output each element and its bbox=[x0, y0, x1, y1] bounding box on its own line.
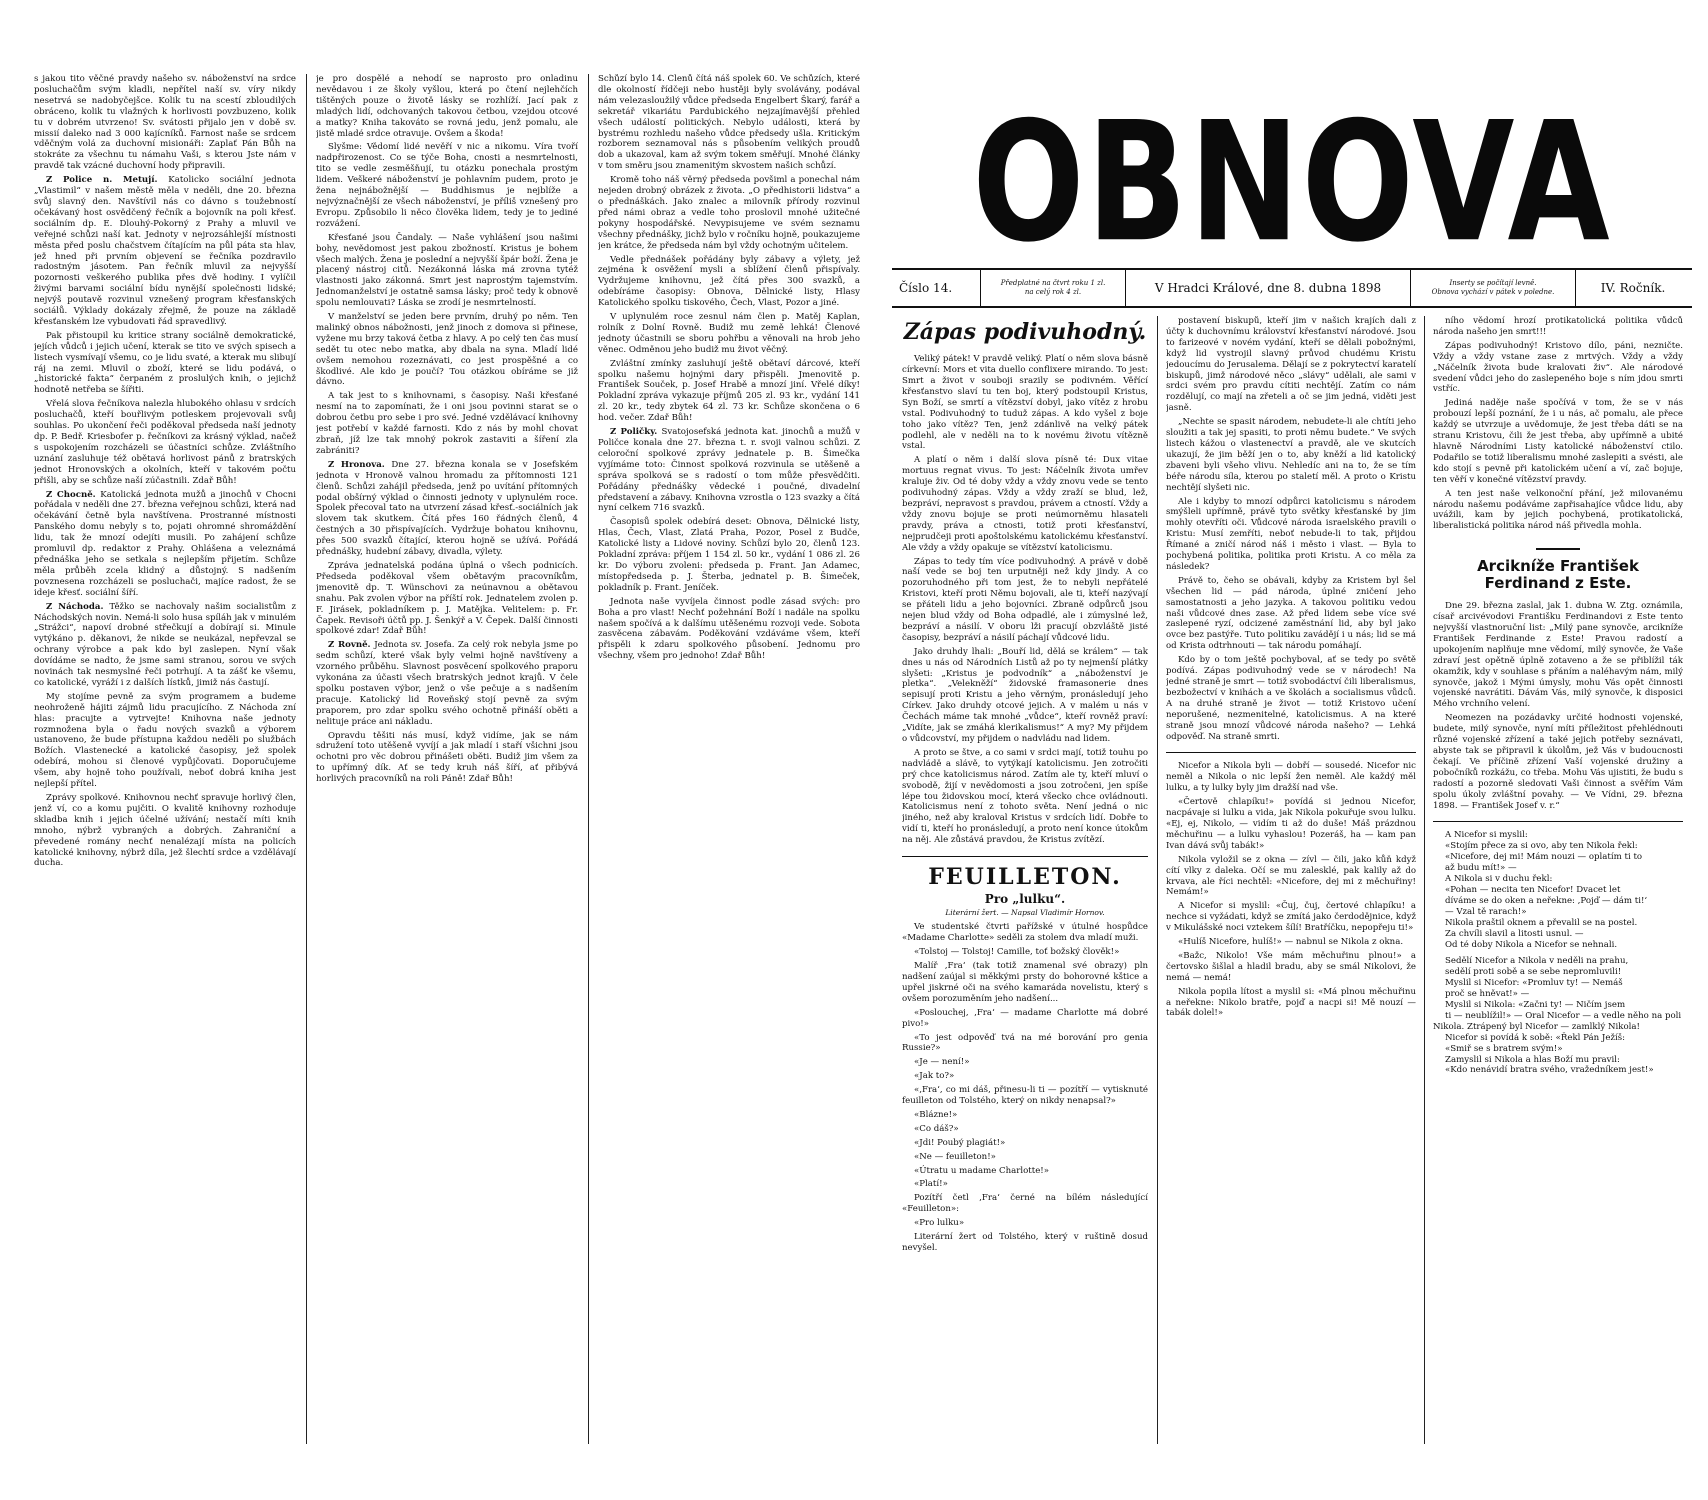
zapas-text-col1 bbox=[902, 354, 1148, 846]
paragraph-text: Vřelá slova řečníkova nalezla hlubokého ohlasu v srdcích posluchačů, kteří bouřlivým potleskem projevovali svůj souhlas. Po ukončení řeči poděkoval předseda naší jednoty dp. P. Bedř. Kriesbofer p. řečníkovi za krásný výklad, načež s uspokojením rozcházeli se účastníci schůze. Zvláštního uznání zasluhuje též obětavá horlivost pánů z bratrských jednot Hronovských a okolních, kteří v takovém počtu přišli, aby se schůze naší zúčastnili. Zdař Bůh! bbox=[34, 399, 296, 486]
article-paragraph: «Bažc, Nikolo! Vše mám měchuřinu plnou!» a čertovsko šišlal a hladil bradu, aby se smál Nikolovi, že nemá — nemá! bbox=[1166, 950, 1416, 983]
article-paragraph: Veliký pátek! V pravdě veliký. Platí o něm slova básně církevní: Mors et vita duello conflixere mirando. To jest: Smrt a život v souboji srazily se podivném. Věřící křesťanstvo slaví tu ten boj, který podstoupil Kristus, Syn Boží, se smrtí a vítězství dobyl, jako vítěz z hrobu vstal. Podivuhodný to tuduž zápas. A kdo vyšel z boje toho jako vítěz? Ten, jenž zdánlivě na velký pátek podlehl, ale v neděli na to k novému životu vítězně vstal. bbox=[902, 354, 1148, 452]
paragraph-text: Pak přistoupil ku kritice strany sociálně demokratické, jejích vůdců i jejich učení, kterak se tito ve svých spisech a listech vysmívají všemu, co je lidu svaté, a kterak mu slibují ráj na zemi. Mluvil o zboží, které se lidu podává, o „historické fakta“ čerpaném z proslulých knih, o jejichž hodnotě netřeba se šířiti. bbox=[34, 330, 296, 396]
article-paragraph: «Ne — feuilleton!» bbox=[914, 1151, 996, 1162]
article-paragraph: «Jak to?» bbox=[914, 1071, 955, 1082]
section-heading: Z Rovně. bbox=[328, 640, 375, 651]
zapas-text-col3 bbox=[1433, 316, 1683, 532]
article-paragraph: Nicefor a Nikola byli — dobří — sousedé. Nicefor nic neměl a Nikola o nic lepší žen neměl. Ale každý měl lulku, a ty lulky byly jim dražší nad vše. bbox=[1166, 761, 1416, 794]
verse-line: «Smiř se s bratrem svým!» bbox=[1445, 1043, 1563, 1054]
left-column-1 bbox=[34, 74, 296, 1444]
article-paragraph: Nikola vyložil se z okna — zívl — čili, jako kůň když cítí vlky z daleka. Očí se mu zalesklé, pak kalily až do krvava, ale říci nechtěl: «Nicefore, dej mi z měchuřiny! Nemám!» bbox=[1166, 854, 1416, 898]
paragraph-text: Kromě toho náš věrný předseda povšiml a ponechal nám nejeden drobný obrázek z života. „O předhistorii lidstva“ a o přednáškách. Jako znalec a milovník přírody rozvinul před námi obraz a vedle toho proslovil mnohé užitečné pokyny hospodářské. Nevypisujeme ve svém seznamu všechny přednášky, jichž bylo v ročníku hojně, poukazujeme jen krátce, že předseda nám byl vždy ochotným učitelem. bbox=[598, 175, 860, 251]
issue-number: Číslo 14. bbox=[899, 281, 953, 295]
article-paragraph: ního vědomí hrozí protikatolická politika vůdců národa našeho jen smrt!!! bbox=[1433, 316, 1683, 337]
article-column-3 bbox=[1433, 316, 1683, 1446]
article-paragraph: «Jdi! Poubý plagiát!» bbox=[914, 1137, 1006, 1148]
article-paragraph bbox=[34, 74, 296, 172]
article-paragraph bbox=[34, 602, 296, 689]
paragraph-text: Vedle přednášek pořádány byly zábavy a výlety, jež zejména k osvěžení mysli a sblížení členů přispívaly. Vydržujeme knihovnu, jež čítá přes 300 svazků, a odebíráme časopisy: Obnova, Dělnické listy, Hlasy Katolického spolku tiskového, Čech, Vlast, Pozor a jiné. bbox=[598, 254, 860, 309]
article-paragraph: Ve studentské čtvrti pařížské v útulné hospůdce «Madame Charlotte» seděli za stolem dva mladí muži. bbox=[902, 922, 1148, 944]
section-heading: Z Poličky. bbox=[610, 427, 662, 438]
column-divider bbox=[588, 74, 589, 1444]
section-rule bbox=[1536, 548, 1580, 550]
paragraph-text: Časopisů spolek odebírá deset: Obnova, Dělnické listy, Hlas, Čech, Vlast, Zlatá Praha, Pozor, Posel z Budče, Katolické listy a Lidové noviny. Schůzí bylo 20, členů 123. Pokladní zpráva: příjem 1 154 zl. 50 kr., vydání 1 086 zl. 26 kr. Do výboru zvoleni: předseda p. Frant. Jan Adamec, místopředseda p. J. Šterba, jednatel p. B. Šimeček, pokladník p. Frant. Jeníček. bbox=[598, 517, 860, 593]
article-paragraph: Literární žert od Tolstého, který v ruštině dosud nevyšel. bbox=[902, 1232, 1148, 1253]
paragraph-text: Těžko se nachovaly našim socialistům z Náchodských novin. Nemá-li solo husa spíláh jak v minulém „Strážci“, napoví drobné střečkují a dobírají si. Minule vytýkáno p. děkanovi, že nikde se neukázal, nepřevzal se ochrany výrobce a pak kdo byl zaslepen. Nyní však dovídáme se nadto, že jsme sami stranou, sorou ve svých novinách tak nesmyslné řeči potrhují. A ta zášť ke všemu, co katolické, vyráží i z dalších lístků, jimiž nás častují. bbox=[34, 601, 296, 688]
article-paragraph bbox=[598, 312, 860, 356]
article-paragraph bbox=[598, 597, 860, 662]
article-paragraph bbox=[598, 255, 860, 310]
verse-line: až budu mít!» — bbox=[1445, 863, 1517, 874]
article-paragraph: A proto se štve, a co sami v srdci mají, totiž touhu po nadvládě a slávě, to vytýkají katolicismu. Jen zotročiti prý chce katolicismus národ. Zatím ale ty, kteří mluví o svobodě, žijí v nevědomosti a jsou zotročeni, jen spíše lépe tou židovskou mocí, která všecko chce ovládnouti. Katolicismus není z tohoto světa. Není jedná o nic jiného, než aby kraloval Kristus v srdcích lidí. Dobře to vidí ti, kteří ho pronásledují, a proto není konce útokům na něj. Ale zůstává pravdou, že Kristus zvítězí. bbox=[902, 747, 1148, 846]
article-paragraph bbox=[316, 460, 578, 558]
paragraph-text: Katolická jednota mužů a jinochů v Chocni pořádala v neděli dne 27. března veřejnou schůzi, která nad očekávání četně byla navštívena. Prostranné místnosti Panského domu nebyly s to, pojati ohromné shromáždění lidu, tak že mnozí odejíti musili. Po zahájení schůze promluvil dp. redaktor z Prahy. Ohlášena a veleznámá přednáška jeho se setkala s nejlepším přijetím. Schůze měla průběh zcela klidný a důstojný. S nadšením povznesena rozcházeli se posluchači, majíce radost, že se ideje křesť. sociální šíří. bbox=[34, 489, 296, 598]
article-paragraph: «Tolstoj — Tolstoj! Camille, toť božský člověk!» bbox=[914, 947, 1120, 958]
paragraph-text: je pro dospělé a nehodí se naprosto pro onladinu nevědavou i ze školy vyšlou, která po čtení nejlehčích tištěných pouze o životě lásky se rozhlíží. Jací pak z mladých lidí, odchovaných takovou četbou, vzejdou otcové a matky? Kniha takováto se rovná jedu, jenž pomalu, ale jistě mladé srdce otravuje. Ovšem a škoda! bbox=[316, 74, 578, 139]
article-paragraph: Jediná naděje naše spočívá v tom, že se v nás probouzí lepší poznání, že i u nás, ač pomalu, ale přece každý se utvrzuje a uvědomuje, že jest třeba dáti se na stranu Kristovu, čili že jest třeba, aby upřímně a ubité hlavně Národními Listy katolické náboženství ctilo. Podařilo se totiž liberalismu mnohé zaslepiti a svésti, ale kdo stojí s pevně při katolickém učení a ví, zač bojuje, ten věří v konečné vítězství pravdy. bbox=[1433, 398, 1683, 485]
section-rule bbox=[1433, 821, 1683, 822]
article-paragraph: «Platí!» bbox=[914, 1179, 948, 1190]
newspaper-title: OBNOVA bbox=[972, 86, 1612, 280]
paragraph-text: My stojíme pevně za svým programem a budeme neohroženě hájiti zájmů lidu pracujícího. Z Náchoda zní hlas: pracujte a vytrvejte! Knihovna naše jednoty rozmnožena byla o řadu nových svazků a výborem ustanoveno, že bude přístupna každou neděli po službách Božích. Vlastenecké a katolické časopisy, jež spolek odebírá, mohou si členové vypůjčovati. Doporučujeme všem, aby hojně toho používali, neboť dobrá kniha jest nejlepší přítel. bbox=[34, 691, 296, 790]
zapas-text-col2 bbox=[1166, 316, 1416, 742]
volume-number: IV. Ročník. bbox=[1575, 270, 1690, 306]
paragraph-text: Křesťané jsou Čandaly. — Naše vyhlášení jsou našimi bohy, nevědomost jest pakou zbožností. Kristus je bohem všech malých. Žena je poslední a nejvyšší špár boží. Žena je placený nástroj citů. Nezákonná láska má zrovna tytéž vlastnosti jako zákonná. Smrt jest naprostým tajemstvím. Jednomanželství je ostatně samsa lásky; proč tedy k obnově spolu nemlouvati? Láska se zrodí je nesmrtelností. bbox=[316, 232, 578, 309]
article-paragraph bbox=[598, 359, 860, 424]
paragraph-text: V manželství se jeden bere prvním, druhý po něm. Ten malinký obnos nábožnosti, jenž jinoch z domova si přinese, vyžene mu brzy taková četba z hlavy. A po celý ten čas musí sedět tu otec nebo matka, aby dbala na syna. Mladí lidé ovšem nemohou rozeznávati, co jest prospěšné a co škodlivé. Ale kdo je poučí? Tou otázkou obíráme se již dávno. bbox=[316, 312, 578, 388]
verse-line: Nicefor si povídá k sobě: «Řekl Pán Ježíš: bbox=[1445, 1032, 1626, 1043]
section-heading: Z Náchoda. bbox=[46, 601, 110, 612]
paragraph-text: Zprávy spolkové. Knihovnou nechť spravuje horlivý člen, jenž ví, co a komu pujčiti. O kvalitě knihovny rozhoduje skladba knih i jejich účelné užívání; nestačí míti knih mnoho, nýbrž vybraných a dobrých. Zahraniční a převedené romány nechť nenalézají místa na policích katolické knihovny, nýbrž díla, jež šlechtí srdce a vzdělávají ducha. bbox=[34, 793, 296, 869]
inserts-info: Inserty se počítají levně. Obnova vychází v pátek v poledne. bbox=[1410, 270, 1575, 306]
paragraph-text: Opravdu těšiti nás musí, když vidíme, jak se nám sdružení toto utěšeně vyvíjí a jak mladí i staří všichni jsou ochotni pro věc dobrou přinášeti oběti. Budiž jim všem za to upřímný dík. Ať se tedy kruh náš šíří, ať přibývá horlivých pracovníků na roli Páně! Zdař Bůh! bbox=[316, 730, 578, 785]
article-paragraph: „Nechte se spasit národem, nebudete-li ale chtíti jeho sloužiti a tak jej spasiti, to proti němu budete.“ Ve svých listech kážou o vlastenectví a pravdě, ale ve skutcích ukazují, že jim běží jen o to, aby kněží a lid katolický zbaveni byli všeho vlivu. Nehledíc ani na to, že se tím béře národu síla, kterou po staletí měl. A proto o Kristu nechtějí slyšeti nic. bbox=[1166, 417, 1416, 493]
verse-line: proč se hněvat!» — bbox=[1445, 989, 1530, 1000]
verse-line: «Pohan — necita ten Nicefor! Dvacet let bbox=[1445, 884, 1621, 895]
article-paragraph: Nikola popila lítost a myslil si: «Má plnou měchuřinu a neřekne: Nikolo bratře, pojď a nacpi si! Mě nouzí — tabák dolel!» bbox=[1166, 986, 1416, 1019]
article-paragraph: Malíř ‚Fra‘ (tak totiž znamenal své obrazy) pln nadšení zaújal si měkkými prsty do bohorovné kšticе a upřel jiskrné oči na svého kamaráda novelistu, který s ovšem porozuměním jeho nadšení... bbox=[902, 961, 1148, 1004]
verse-line: A Nikola si v duchu řekl: bbox=[1445, 874, 1553, 885]
paragraph-text: Katolicko sociální jednota „Vlastimil“ v našem městě měla v neděli, dne 20. března svůj slavný den. Navštívil nás co dávno s toužebností očekávaný host osvědčený řečník a bojovník na poli křesť. sociálním dp. E. Dlouhý-Pokorný z Prahy a mluvil ve veřejné schůzi naší kat. Jednoty v nejrozsáhlejší místnosti města před poslu chačstvem čítajícím na půl páta sta hlav, jež hned při prvním objevení se řečníka pozdravilo radostným jásotem. Pan řečník mluvil za nejvyšší pozornosti veškerého publika přes dvě hodiny. I vylíčil živými barvami sociální bídu nynější společnosti lidské; nejvýš poutavě rozvinul vznešený program křesťanských sociálů. Výklady dokázaly zřejmě, že pouze na základě křesťanském lze vybudovati řád spravedlivý. bbox=[34, 175, 296, 327]
right-page bbox=[892, 60, 1692, 1460]
article-paragraph: A Nicefor si myslil: «Čuj, čuj, čertové chlapíku! a nechce si vyžádati, když se zmítá jako čerdodějnice, když v Mikulášské noci vztekem šílí! Bratříčku, nepopřeju ti!» bbox=[1166, 901, 1416, 934]
article-heading-arcivevoda: Arciknížе František Ferdinand z Este. bbox=[1477, 557, 1639, 592]
verse-line: Myslil si Nicefor: «Promluv ty! — Nemáš bbox=[1445, 978, 1623, 989]
section-heading: Z Chocně. bbox=[46, 489, 101, 500]
article-paragraph bbox=[34, 399, 296, 486]
article-heading-zapas: Zápas podivuhodný. bbox=[903, 319, 1147, 345]
verse-line: Nikola praštil oknem a převalil se na postel. bbox=[1445, 917, 1638, 928]
article-paragraph bbox=[316, 391, 578, 456]
article-paragraph bbox=[316, 561, 578, 637]
feuilleton-text-col1 bbox=[902, 922, 1148, 1254]
article-paragraph bbox=[34, 490, 296, 599]
article-paragraph: A platí o něm i další slova písně té: Dux vitae mortuus regnat vivus. To jest: Náčelník života umřev kraluje živ. Od té doby vždy a vždy znovu vede se tento podivuhodný zápas. Vždy a vždy zraží se blud, lež, bezpráví, nepravost s pravdou, právem a ctností. Vždy a vždy znovu bojuje se proti neúmorněmu hlasateli pravdy, práva a ctnosti, totiž proti křesťanství, nejprudčeji proti apoštolskému katolickému křesťanství. Ale vždy a vždy opakuje se vítězství katolicismu. bbox=[902, 455, 1148, 553]
left-column-2 bbox=[316, 74, 578, 1444]
paragraph-text: Schůzí bylo 14. Členů čítá náš spolek 60. Ve schůzích, které dle okolností řídčeji nebo hustěji byly svolávány, podával nám velezasloužilý vůdce předseda Engelbert Škarý, farář a sekretář vikariátu Pardubického nejzajímavější přehled všech událostí politických. Nebylo události, která by bystrému rozhledu našeho vůdce předsedy ušla. Kritickým rozborem seznamoval nás s působením velikých proudů dob a ukazoval, kam až svým tokem směřují. Mnohé články v tom směru jsou znamenitým skvostem našich schůzí. bbox=[598, 74, 860, 172]
section-heading: Z Hronova. bbox=[328, 459, 392, 470]
column-divider bbox=[306, 74, 307, 1444]
section-heading: Z Police n. Metují. bbox=[46, 175, 169, 186]
verse-line: dívámе se do oken a neřekne: ‚Pojď — dám ti!‘ bbox=[1445, 895, 1648, 906]
verse-line: Sedělí Nicefor a Nikola v neděli na prahu, bbox=[1445, 956, 1629, 967]
article-paragraph: «To jest odpověď tvá na mé borování pro genia Russie?» bbox=[902, 1032, 1148, 1054]
verse-line: Od té doby Nikola a Nicefor se nehnali. bbox=[1445, 939, 1618, 950]
arcivevoda-text bbox=[1433, 601, 1683, 1076]
article-paragraph bbox=[598, 74, 860, 172]
feuilleton-byline: Literární žert. — Napsal Vladimír Hornov. bbox=[945, 908, 1105, 918]
article-paragraph bbox=[316, 74, 578, 139]
article-paragraph: Neomezen na pozádavky určité hodnosti vojenské, budete, milý synovče, nyní míti příležitost přehlédnouti různé vojenské zřízení a také jejich potřeby seznávati, abyste tak se připravil k úkolům, jež Vás v budoucnosti čekají. Ve příčině zřízení Vaší vojenské družiny a pobočníků rozkážu, co třeba. Mohu Vás ujistiti, že budu s radostí a pozorně sledovati Vaši činnost a svěřím Vám spolu úkoly zvláštní povahy. — Ve Vídni, 29. března 1898. — František Josef v. r.“ bbox=[1433, 713, 1683, 811]
column-divider bbox=[1424, 316, 1425, 1444]
article-column-2 bbox=[1166, 316, 1416, 1446]
paragraph-text: Dne 27. března konala se v Josefském jednota v Hronově valnou hromadu za přítomnosti 121 členů. Schůzi zahájil předseda, jenž po uvítání přítomných podal obšírný výklad o činnosti jednoty v uplynulém roce. Spolek přecoval tato na utvrzení zásad křesť.-sociálních jak slovem tak skutkem. Čítá přes 160 řádných členů, 4 čestných a 30 přispívajících. Vydržuje bohatou knihovnu, přes 500 svazků čítající, kterou hojně se užívá. Pořádá přednášky, hudební zábavy, divadla, výlety. bbox=[316, 459, 578, 558]
left-column-3 bbox=[598, 74, 860, 1444]
issue-info-bar bbox=[892, 268, 1692, 308]
verse-line: ti — neublížil!» — Oral Nicefor — a vedle něho na poli Nikola. Ztrápený byl Nicefor — zamlklý Nikola! bbox=[1433, 1010, 1682, 1032]
paragraph-text: s jakou tito věčné pravdy našeho sv. náboženství na srdce posluchačům svým kladli, nepřítel naší sv. víry nikdy nesetrvá se nadobyčejšce. Kolik tu na scestí zbloudilých obráceno, kolik tu vlažných k horlivosti povzbuzeno, kolik tu v dobrém utvrzeno! Sv. svátosti přijalo jen v době sv. missií daleko nad 3 000 kajícníků. Farnost naše se srdcem vděčným volá za duchovní misionáři: Zaplať Pán Bůh na stokráte za všechnu tu námahu Vaši, s kterou Jste nám v pravdě tak vzácné duchovní hody připravili. bbox=[34, 74, 296, 172]
article-paragraph bbox=[34, 175, 296, 328]
verse-line: Za chvíli slavil a litosti usnul. — bbox=[1445, 928, 1584, 939]
article-paragraph: «Co dáš?» bbox=[914, 1123, 959, 1134]
paragraph-text: Jednota naše vyvíjela činnost podle zásad svých: pro Boha a pro vlast! Nechť požehnání Boží i nadále na spolku našem spočívá a k dalšímu utěšenému rozvoji vede. Sobota zasvěcena zábavám. Poděkování vzdáváme všem, kteří přispěli k zdaru spolkového působení. Jednomu pro všechny, všem pro jednoho! Zdař Bůh! bbox=[598, 596, 860, 662]
masthead bbox=[902, 78, 1682, 280]
article-paragraph: «Pro lulku» bbox=[914, 1218, 965, 1229]
feuilleton-text-col2 bbox=[1166, 761, 1416, 1019]
article-paragraph: Ale i kdyby to mnozí odpůrci katolicismu s národem smýšleli upřímně, právě tyto světky křesťanské by jim mohly otevříti oči. Vůdcové národa israelského pravili o Kristu: Musí zemříti, neboť nebude-li to tak, přijdou Římané a zničí národ náš i město i vlast. — Byla to pochybená politika, politika proti Kristu. A co měla za následek? bbox=[1166, 496, 1416, 572]
article-paragraph bbox=[34, 793, 296, 869]
article-paragraph: «Blázne!» bbox=[914, 1109, 958, 1120]
article-column-1 bbox=[902, 316, 1148, 1446]
verse-line: — Vzal tě rarach!» bbox=[1445, 906, 1527, 917]
section-rule bbox=[1166, 752, 1416, 753]
article-paragraph: Právě to, čeho se obávali, kdyby za Kristem byl šel všechen lid — pád národa, úplné zničení jeho samostatnosti a jeho jazyka. A takovou politiku vedou naši vůdcové dnes zase. Až před lidem sebe více své zaslepené ryzí, odcizené zaměstnání lid, aby byl jako ovce bez pastýře. Tuto politiku zavádějí i u nás; lid se má od Krista odtrhnouti — tak národu pomáhají. bbox=[1166, 575, 1416, 652]
paragraph-text: V uplynulém roce zesnul nám člen p. Matěj Kaplan, rolník z Dolní Rovně. Budiž mu země lehká! Členové jednoty účastnili se sboru pohřbu a věnovali na hrob jeho věnec. Odměnou jeho budiž mu život věčný. bbox=[598, 312, 860, 355]
paragraph-text: Zpráva jednatelská podána úplná o všech podnicích. Předseda poděkoval všem obětavým pracovníkům, jmenovitě dp. T. Wünschovi za neúnavnou a obětavou snahu. Pak zvolen výbor na příští rok. Jednatelem zvolen p. F. Jirásek, pokladníkem p. J. Matějka. Velitelem: p. Fr. Čapek. Revisoři účtů pp. J. Šenkýř a V. Čepek. Další činnosti spolkové zdar! Zdař Bůh! bbox=[316, 560, 578, 637]
article-paragraph: Dne 29. března zaslal, jak 1. dubna W. Ztg. oznámila, císař arcivévodovi Františku Ferdinandovi z Este tento nejvyšší vlastnoruční list: „Milý pane synovče, arcikníže František Ferdinande z Este! Pravou radostí a upokojením naplňuje mne vědomí, milý synovče, že Vaše zdraví jest opětně úplně zotaveno a že se přiblížil ták okamžik, kdy v souhlase s přáním a naléhavým nám, milý synovče, jakož i Mými úmysly, mohu Vás opět činnosti vojenské navrátiti. Dávám Vás, milý synovče, k disposici Mého vrchního velení. bbox=[1433, 601, 1683, 710]
paragraph-text: Svatojosefská jednota kat. jinochů a mužů v Poličce konala dne 27. března t. r. svoji valnou schůzi. Z celoroční spolkové zprávy jednatele p. B. Šimečka vyjímáme toto: Činnost spolková rozvinula se utěšeně a správa spolková se s radostí o tom může přesvědčiti. Pořádány přednášky vědecké i poučné, divadelní představení a zábavy. Knihovna vzrostla o 123 svazky a čítá nyní celkem 716 svazků. bbox=[598, 427, 860, 514]
article-paragraph: A ten jest naše velkonoční přání, jež milovanému národu našemu podáváme zapřisahajíce vůdce lidu, aby uvážili, kam by jejich pochybená, protikatolická, liberalistická politika národ náš přivedla mohla. bbox=[1433, 488, 1683, 532]
article-paragraph: «Hulíš Nicefore, hulíš!» — nabnul se Nikola z okna. bbox=[1178, 937, 1404, 948]
verse-line: «Kdo nenávidí bratra svého, vražedníkem jest!» bbox=[1445, 1065, 1654, 1076]
verse-line: A Nicefor si myslil: bbox=[1445, 830, 1528, 841]
article-paragraph bbox=[34, 692, 296, 790]
article-paragraph bbox=[316, 640, 578, 727]
article-paragraph: Zápas to tedy tím více podivuhodný. A právě v době naší vede se boj ten urputněji než kdy jindy. A co pozoruhodného při tom jest, že to nebyli nepřátelé Kristovi, kteří proti Němu bojovali, ale ti, kteří nazývají se přáteli lidu a jeho bojovníci. Zbraně odpůrců jsou nejen blud vždy od Boha odpadlé, ale i zúmyslné lež, bezpráví a násilí. V oboru lži pracují obzvláště jisté časopisy, bezpráví a násilí páchají vůdcové lidu. bbox=[902, 556, 1148, 643]
paragraph-text: Slyšme: Vědomí lidé nevěří v nic a nikomu. Víra tvoří nadpřirozenost. Co se týče Boha, cnosti a nesmrtelnosti, tito se vedle zesměšňují, tu otázku ponechala prostým lidem. Veškeré náboženství je pohlavním pudem, proto je žena nejnábožnější — Buddhismus je nejblíže a nejvýznačnější ze všech náboženství, je příliš vznešený pro Evropu. Způsobilo li něco člověka lidem, tedy je to jediné rozvážení. bbox=[316, 142, 578, 229]
article-paragraph bbox=[598, 517, 860, 593]
article-paragraph: «Je — není!» bbox=[914, 1057, 970, 1068]
subscription-info: Předplatné na čtvrt roku 1 zl. na celý rok 4 zl. bbox=[980, 270, 1125, 306]
section-rule bbox=[902, 856, 1148, 857]
verse-line: Zamyslil si Nikola a hlas Boží mu pravil: bbox=[1445, 1054, 1620, 1065]
article-paragraph: Kdo by o tom ještě pochyboval, ať se tedy po světě podívá. Zápas podivuhodný vede se v národech! Na jedné straně je smrt — totiž svobodáctví čili liberalismus, bezbožectví v knihách a ve školách a socialismus vůdců. A na druhé straně je život — totiž Kristovo učení neporušené, nezmenitelné, katolicismus. A na které straně jsou mnozí vůdcové národa našeho? — Lehká odpověď. Na straně smrti. bbox=[1166, 655, 1416, 742]
verse-line: sedělí proti sobě a se sebe nepromluvili! bbox=[1445, 967, 1622, 978]
paragraph-text: Zvláštní zmínky zasluhují ještě obětaví dárcové, kteří spolku našemu hojnými dary přispěli. Jmenovitě p. František Souček, p. Josef Hrabě a mnozí jiní. Vřelé díky! Pokladní zpráva vykazuje příjmů 205 zl. 93 kr., vydání 141 zl. 20 kr., tedy zbytek 64 zl. 73 kr. Schůze skončena o 6 hod. večer. Zdař Bůh! bbox=[598, 358, 860, 424]
article-paragraph: «Čertově chlapíku!» povídá si jednou Nicefor, nacpávaje si lulku a vida, jak Nikola pokuřuje svou lulku. «Ej, ej, Nikolo, — vidím ti až do duše! Máš prázdnou měchuřinu — a lulku vyhaslou! Pozeráš, ha — kam pan Ivan dává svůj tabák!» bbox=[1166, 797, 1416, 851]
verse-line: Myslil si Nikola: «Začni ty! — Ničím jsem bbox=[1445, 1000, 1626, 1011]
dateline: V Hradci Králové, dne 8. dubna 1898 bbox=[1125, 270, 1410, 306]
article-paragraph bbox=[316, 312, 578, 388]
article-paragraph: Zápas podivuhodný! Kristovo dílo, páni, nezničte. Vždy a vždy vstane zase z mrtvých. Vždy a vždy „Náčelník života bude kralovati živ“. Ale národové svedení vůdci jeho do zaslepeného boje s ním jdou smrti vstříc. bbox=[1433, 340, 1683, 395]
article-paragraph: «‚Fra‘, co mi dáš, přinesu-li ti — pozítří — vytisknuté feuilleton od Tolstého, který on nikdy nenapsal?» bbox=[902, 1085, 1148, 1107]
article-paragraph bbox=[316, 233, 578, 309]
paragraph-text: A tak jest to s knihovnami, s časopisy. Naši křesťané nesmí na to zapomínati, že i oni jsou povinni starat se o dobrou četbu pro sebe i pro své. Jedné vzdělávací knihovny jest potřebí v každé farnosti. Kdo z nás by mohl chovat zbraň, jíž lze tak mnohý pokrok zastaviti a šíření zla zabrániti? bbox=[316, 391, 578, 456]
article-paragraph bbox=[316, 142, 578, 229]
feuilleton-heading: FEUILLETON. bbox=[928, 864, 1122, 891]
article-paragraph bbox=[598, 175, 860, 251]
column-divider bbox=[1157, 316, 1158, 1444]
article-paragraph bbox=[316, 731, 578, 786]
article-paragraph: Pozítří četl ‚Fra‘ černé na bílém následující «Feuilleton»: bbox=[902, 1193, 1148, 1215]
paragraph-text: Jednota sv. Josefa. Za celý rok nebyla jsme po sedm schůzí, které však byly velmi hojně navštíveny a vzorného průběhu. Slavnost posvěcení spolkového praporu vykonána za účasti všech bratrských jednot krajů. V čele spolku postaven výbor, jenž o vše pečuje a s nadšením pracuje. Katolický lid Roveňský stojí pevně za svým praporem, pro zdar spolku svého ochotně přináší oběti a nelituje práce ani nákladu. bbox=[316, 640, 578, 727]
article-paragraph: «Poslouchej, ‚Fra‘ — madame Charlotte má dobré pivo!» bbox=[902, 1007, 1148, 1029]
article-paragraph bbox=[598, 427, 860, 514]
article-paragraph: «Útratu u madame Charlotte!» bbox=[914, 1165, 1050, 1176]
feuilleton-subheading: Pro „lulku“. bbox=[984, 892, 1066, 907]
left-page bbox=[34, 60, 862, 1460]
verse-line: «Stojím přece za si ovo, aby ten Nikola řekl: bbox=[1445, 841, 1638, 852]
article-paragraph: Jako druhdy lhali: „Bouří lid, dělá se králem“ — tak dnes u nás od Národních Listů až po ty nejmenší plátky slyšeti: „Kristus je podvodník“ a „náboženství je pletka“. „Velekněží“ židovské framasonerie dnes sepisují proti Kristu a jeho věrným, pronásledují jeho Církev. Jako druhdy otcové jejich. A v malém u nás v Čechách máme tak mnohé „vůdce“, kteří rovněž praví: „Vidíte, jak se zmáhá klerikalismus!“ A my? My přijdem o vůdcovství, my přijdem o nadvládu nad lidem. bbox=[902, 646, 1148, 744]
article-paragraph: postavení biskupů, kteří jim v našich krajích dali z účty k duchovnímu království křesťanství národové. Jsou to farizeové v novém vydání, kteří se dělali pobožnými, když lid vystrojil slavný průvod chudému Kristu jedoucímu do Jerusalema. Dělají se z pokrytectví karatelí biskupů, jimž národové něco „slávy“ udělali, ale sami v srdci svém pro pravdu cítiti nechtějí. Zatím co nám rozdělují, co mají na zřeteli a oč se jim jedná, viděti jest jasně. bbox=[1166, 316, 1416, 414]
verse-line: «Nicefore, dej mi! Mám nouzi — oplatím ti to bbox=[1445, 852, 1643, 863]
article-paragraph bbox=[34, 331, 296, 396]
